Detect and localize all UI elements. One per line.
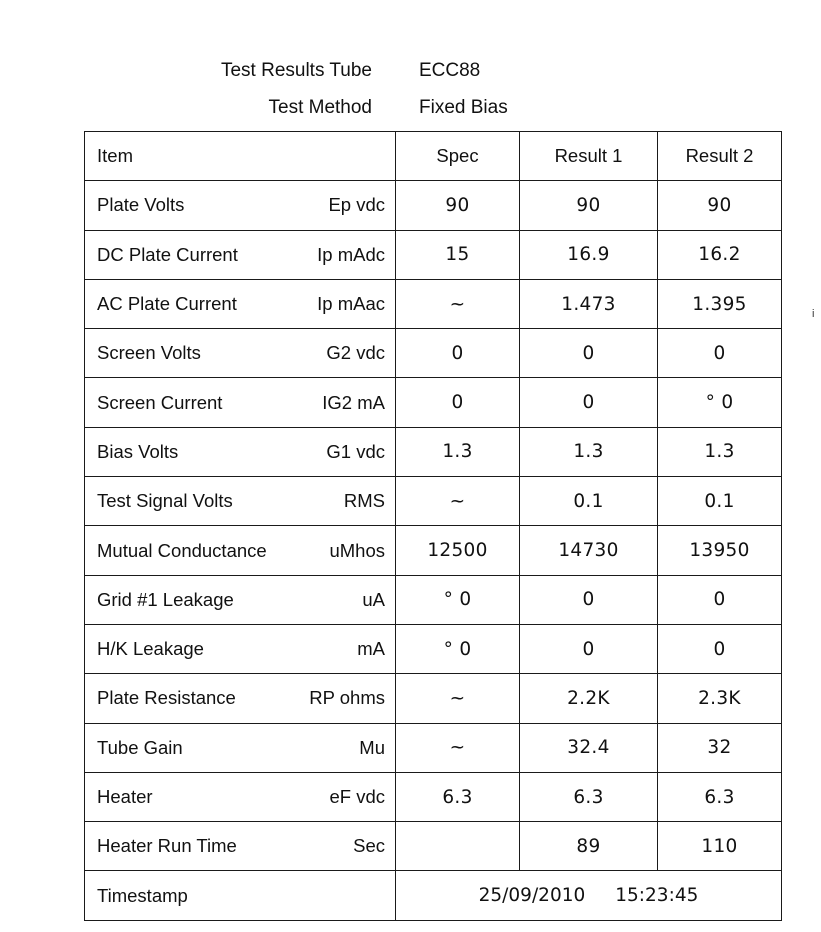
item-cell — [85, 329, 396, 378]
item-unit: G1 vdc — [326, 440, 385, 462]
item-unit: Ip mAdc — [317, 243, 385, 265]
spec-value: ~ — [396, 477, 520, 526]
table-row — [85, 279, 782, 328]
spec-value: ~ — [396, 723, 520, 772]
item-name: Screen Current — [97, 391, 223, 413]
column-header-result-1: Result 1 — [520, 132, 658, 181]
stray-scan-mark: i — [812, 308, 815, 320]
item-unit: eF vdc — [329, 786, 385, 807]
item-name: Plate Resistance — [97, 687, 236, 709]
item-unit: mA — [357, 638, 385, 660]
table-row — [85, 772, 782, 821]
table-row — [85, 329, 782, 378]
test-method-value: Fixed Bias — [419, 97, 508, 118]
table-row — [85, 674, 782, 723]
spec-value: 90 — [396, 181, 520, 230]
item-name: Mutual Conductance — [97, 539, 267, 561]
result-2-value: ° 0 — [658, 378, 782, 427]
table-row — [85, 822, 782, 871]
item-cell — [85, 575, 396, 624]
result-2-value: 110 — [658, 822, 782, 871]
item-name: Plate Volts — [97, 194, 185, 216]
item-cell — [85, 772, 396, 821]
test-method-label: Test Method — [268, 97, 372, 118]
item-name: DC Plate Current — [97, 243, 238, 265]
spec-value: 15 — [396, 230, 520, 279]
item-cell — [85, 674, 396, 723]
result-2-value: 1.395 — [658, 279, 782, 328]
item-cell — [85, 477, 396, 526]
result-2-value: 1.3 — [658, 427, 782, 476]
item-unit: RMS — [343, 490, 385, 512]
item-unit: IG2 mA — [322, 391, 385, 413]
item-unit: uA — [362, 588, 385, 610]
result-1-value: 0 — [520, 575, 658, 624]
item-unit: Ip mAac — [317, 293, 385, 315]
result-2-value: 16.2 — [658, 230, 782, 279]
result-1-value: 0 — [520, 329, 658, 378]
spec-value: 0 — [396, 329, 520, 378]
table-row — [85, 230, 782, 279]
table-row — [85, 378, 782, 427]
item-name: Test Signal Volts — [97, 490, 233, 512]
result-1-value: 16.9 — [520, 230, 658, 279]
result-1-value: 14730 — [520, 526, 658, 575]
item-name: Bias Volts — [97, 440, 179, 462]
timestamp-date: 25/09/2010 — [478, 885, 586, 907]
header-row — [85, 132, 782, 181]
results-table — [84, 131, 782, 921]
column-header-spec: Spec — [396, 132, 520, 181]
tube-type-value: ECC88 — [419, 60, 481, 81]
item-name: Screen Volts — [97, 342, 201, 364]
item-cell — [85, 279, 396, 328]
item-cell — [85, 230, 396, 279]
result-1-value: 0 — [520, 624, 658, 673]
result-2-value: 13950 — [658, 526, 782, 575]
result-1-value: 89 — [520, 822, 658, 871]
spec-value: 0 — [396, 378, 520, 427]
table-row — [85, 181, 782, 230]
result-1-value: 1.473 — [520, 279, 658, 328]
result-1-value: 0 — [520, 378, 658, 427]
table-row — [85, 624, 782, 673]
result-2-value: 0.1 — [658, 477, 782, 526]
item-unit: RP ohms — [309, 687, 385, 709]
table-row — [85, 477, 782, 526]
item-name: Heater — [97, 786, 153, 807]
timestamp-time: 15:23:45 — [615, 885, 699, 907]
timestamp-label: Timestamp — [97, 884, 188, 906]
item-name: AC Plate Current — [97, 293, 237, 315]
item-cell — [85, 822, 396, 871]
result-1-value: 2.2K — [520, 674, 658, 723]
result-1-value: 6.3 — [520, 772, 658, 821]
item-cell — [85, 723, 396, 772]
item-cell — [85, 181, 396, 230]
item-cell — [85, 526, 396, 575]
table-row — [85, 427, 782, 476]
timestamp-label-cell — [85, 871, 396, 920]
test-results-tube-label: Test Results Tube — [220, 60, 372, 81]
column-header-result-2: Result 2 — [658, 132, 782, 181]
result-1-value: 32.4 — [520, 723, 658, 772]
item-name: Tube Gain — [97, 736, 183, 758]
item-unit: uMhos — [329, 539, 385, 561]
result-1-value: 90 — [520, 181, 658, 230]
item-unit: Mu — [359, 736, 385, 758]
table-row — [85, 526, 782, 575]
result-1-value: 0.1 — [520, 477, 658, 526]
result-2-value: 0 — [658, 575, 782, 624]
table-row — [85, 575, 782, 624]
result-2-value: 6.3 — [658, 772, 782, 821]
item-cell — [85, 624, 396, 673]
spec-value: 6.3 — [396, 772, 520, 821]
item-unit: Sec — [353, 835, 385, 857]
item-name: H/K Leakage — [97, 638, 204, 660]
table-row — [85, 723, 782, 772]
result-2-value: 32 — [658, 723, 782, 772]
result-2-value: 0 — [658, 329, 782, 378]
item-unit: Ep vdc — [328, 194, 385, 216]
item-cell — [85, 378, 396, 427]
spec-value: 1.3 — [396, 427, 520, 476]
result-1-value: 1.3 — [520, 427, 658, 476]
item-cell — [85, 427, 396, 476]
result-2-value: 90 — [658, 181, 782, 230]
spec-value — [396, 822, 520, 871]
timestamp-value-cell — [396, 871, 782, 920]
timestamp-row — [85, 871, 782, 920]
spec-value: ° 0 — [396, 575, 520, 624]
spec-value: ° 0 — [396, 624, 520, 673]
item-name: Grid #1 Leakage — [97, 588, 234, 610]
spec-value: ~ — [396, 674, 520, 723]
spec-value: 12500 — [396, 526, 520, 575]
result-2-value: 2.3K — [658, 674, 782, 723]
column-header-item: Item — [85, 132, 396, 181]
item-unit: G2 vdc — [326, 342, 385, 364]
result-2-value: 0 — [658, 624, 782, 673]
spec-value: ~ — [396, 279, 520, 328]
item-name: Heater Run Time — [97, 835, 237, 857]
